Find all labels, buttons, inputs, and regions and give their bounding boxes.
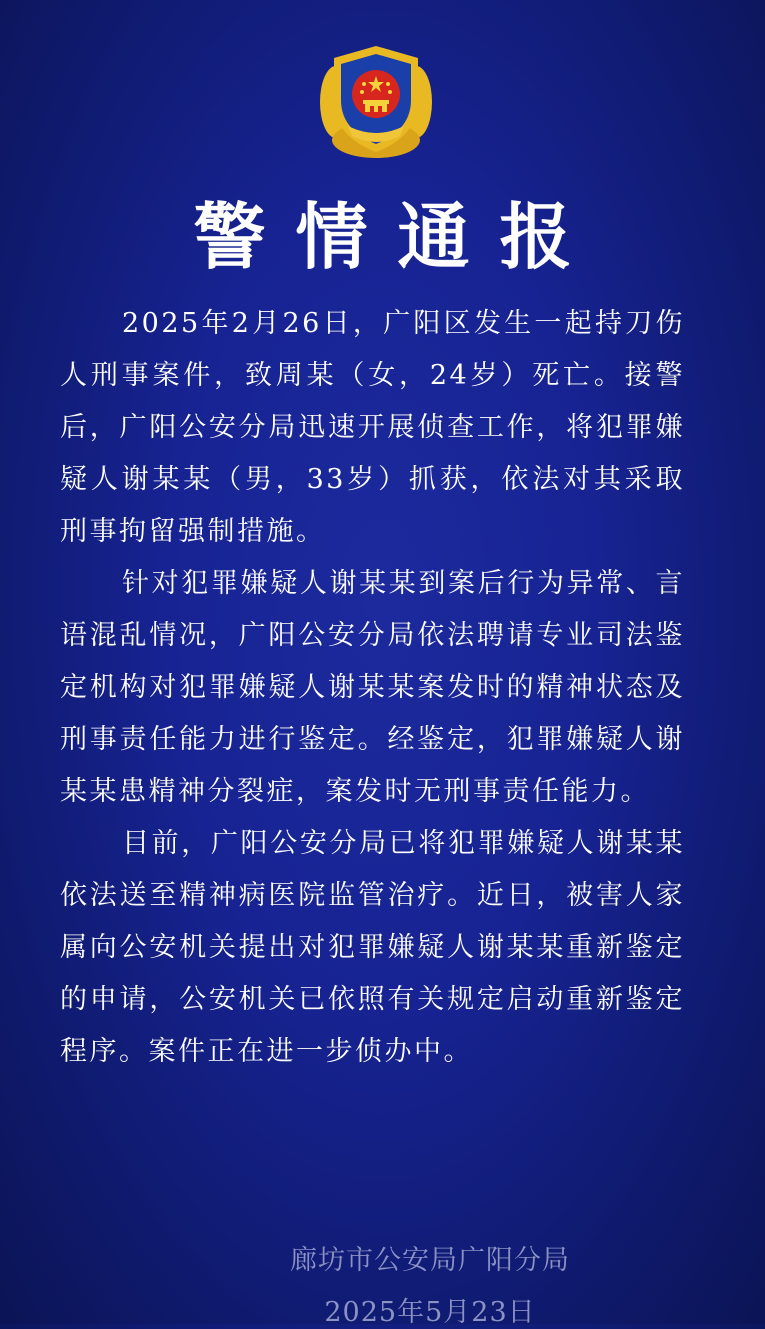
notice-paragraph: 2025年2月26日，广阳区发生一起持刀伤人刑事案件，致周某（女，24岁）死亡。接警后，广阳公安分局迅速开展侦查工作，将犯罪嫌疑人谢某某（男，33岁）抓获，依法对其采取刑事拘留强制措施。 (60, 308, 685, 547)
police-emblem-icon (318, 40, 434, 160)
notice-title: 警情通报 (193, 195, 602, 279)
notice-paragraph: 针对犯罪嫌疑人谢某某到案后行为异常、言语混乱情况，广阳公安分局依法聘请专业司法鉴定机构对犯罪嫌疑人谢某某案发时的精神状态及刑事责任能力进行鉴定。经鉴定，犯罪嫌疑人谢某某患精神分裂症，案发时无刑事责任能力。 (60, 568, 685, 807)
notice-body (60, 298, 685, 1078)
issue-date: 2025年5月23日 (324, 1297, 536, 1328)
issuer-name: 廊坊市公安局广阳分局 (290, 1245, 570, 1276)
notice-paragraph: 目前，广阳公安分局已将犯罪嫌疑人谢某某依法送至精神病医院监管治疗。近日，被害人家属向公安机关提出对犯罪嫌疑人谢某某重新鉴定的申请，公安机关已依照有关规定启动重新鉴定程序。案件正在进一步侦办中。 (60, 828, 685, 1067)
